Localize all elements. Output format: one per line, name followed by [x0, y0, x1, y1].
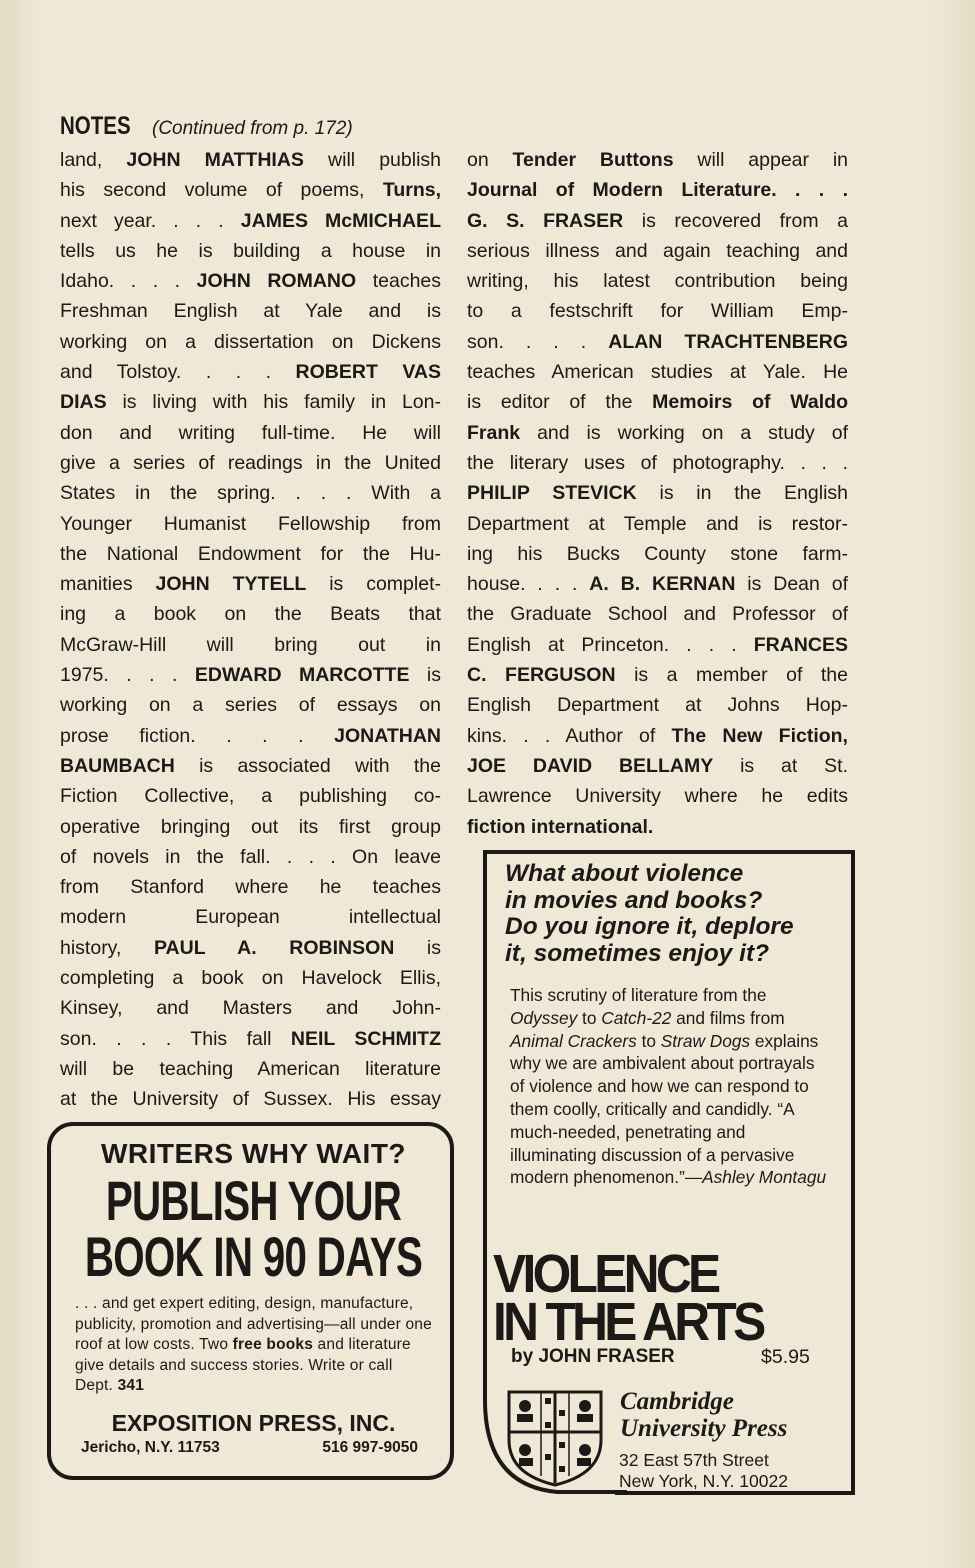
notes-text: English Department at Johns Hop- — [467, 694, 848, 717]
cambridge-crest-icon — [505, 1388, 605, 1488]
notes-text: modern European intellectual — [60, 906, 441, 929]
notes-column-right — [467, 145, 848, 842]
notes-text: kins. . . Author of — [467, 724, 672, 747]
notes-text: from Stanford where he teaches — [60, 876, 441, 899]
notes-text: completing a book on Havelock Ellis, — [60, 967, 441, 990]
notes-name: ROBERT VAS — [295, 361, 441, 384]
notes-line — [467, 812, 848, 842]
notes-line — [60, 993, 441, 1023]
notes-line — [467, 690, 848, 720]
notes-line — [60, 539, 441, 569]
notes-text: English at Princeton. . . . — [467, 633, 754, 656]
notes-name: ALAN TRACHTENBERG — [608, 330, 848, 353]
notes-name: Journal of Modern Literature. . . . — [467, 179, 848, 202]
ad-writers-body — [75, 1294, 432, 1397]
notes-text: on — [467, 149, 513, 171]
notes-line — [467, 206, 848, 236]
notes-text: serious illness and again teaching and — [467, 239, 848, 262]
notes-text: is a member of the — [615, 664, 848, 687]
notes-line — [467, 721, 848, 751]
body-text: and films from — [671, 1007, 785, 1028]
notes-line — [60, 509, 441, 539]
ad-writers-big-line-1: PUBLISH YOUR — [105, 1169, 402, 1232]
body-catch-22: Catch-22 — [601, 1007, 672, 1028]
notes-name: A. B. KERNAN — [589, 573, 736, 596]
ad-violence-price: $5.95 — [761, 1346, 810, 1368]
notes-name: PHILIP STEVICK — [467, 482, 637, 505]
notes-text: don and writing full-time. He will — [60, 421, 441, 444]
notes-text: history, — [60, 936, 154, 959]
notes-line — [60, 660, 441, 690]
notes-name: fiction international. — [467, 815, 654, 838]
notes-name: JOHN ROMANO — [196, 270, 357, 293]
notes-name: JAMES McMICHAEL — [240, 209, 441, 232]
notes-text: the Graduate School and Professor of — [467, 603, 848, 626]
notes-text: 1975. . . . — [60, 664, 195, 687]
body-animal-crackers: Animal Crackers — [510, 1030, 637, 1051]
notes-text: is recovered from a — [623, 209, 848, 232]
notes-text: his second volume of poems, — [60, 179, 383, 202]
notes-line — [467, 266, 848, 296]
body-straw-dogs: Straw Dogs — [660, 1030, 751, 1051]
notes-text: teaches — [356, 270, 441, 293]
notes-text: Kinsey, and Masters and John- — [60, 997, 441, 1020]
notes-text: Fiction Collective, a publishing co- — [60, 785, 441, 808]
notes-text: and Tolstoy. . . . — [60, 361, 296, 384]
notes-line — [60, 872, 441, 902]
notes-text: Freshman English at Yale and is — [60, 300, 441, 323]
notes-name: G. S. FRASER — [467, 209, 624, 232]
ad-writers-address: Jericho, N.Y. 11753 — [81, 1438, 220, 1456]
ad-writers-contact — [75, 1439, 432, 1457]
notes-text: McGraw-Hill will bring out in — [60, 633, 441, 656]
notes-text: and is working on a study of — [520, 421, 848, 444]
notes-text: is — [394, 936, 441, 959]
notes-line — [60, 387, 441, 417]
notes-line — [60, 933, 441, 963]
notes-line — [467, 327, 848, 357]
notes-text: writing, his latest contribution being — [467, 270, 848, 293]
ad-border-right — [851, 850, 855, 1495]
body-text: to — [577, 1007, 602, 1028]
notes-line — [467, 296, 848, 326]
ad-writers-phone: 516 997-9050 — [322, 1438, 418, 1456]
ad-violence-author: by JOHN FRASER — [511, 1346, 675, 1367]
notes-line — [60, 206, 441, 236]
notes-line — [60, 1054, 441, 1084]
notes-text: manities — [60, 573, 156, 596]
notes-name: The New Fiction, — [671, 724, 848, 747]
ad-writers-big-line-2: BOOK IN 90 DAYS — [84, 1225, 423, 1288]
notes-text: tells us he is building a house in — [60, 239, 441, 262]
notes-line — [467, 236, 848, 266]
notes-text: is Dean of — [735, 573, 848, 596]
notes-text: son. . . . This fall — [60, 1027, 291, 1050]
body-text: explains why we are ambivalent about portrayals of violence and how we can respond to them coolly, critically and candidly. “A much-needed, penetrating and illuminating discussion of a pervasive modern phenomenon.”— — [510, 1030, 819, 1188]
notes-text: give a series of readings in the United — [60, 451, 441, 474]
notes-line — [60, 175, 441, 205]
notes-name: BAUMBACH — [60, 754, 175, 777]
ad-border-left — [483, 850, 487, 1245]
notes-title: NOTES — [60, 112, 131, 140]
ad-border-bottom — [615, 1491, 855, 1495]
notes-text: is living with his family in Lon- — [106, 391, 441, 414]
notes-line — [60, 902, 441, 932]
notes-name: PAUL A. ROBINSON — [154, 936, 395, 959]
body-quote-author: Ashley Montagu — [702, 1167, 827, 1188]
notes-line — [60, 145, 441, 175]
headline-line: it, sometimes enjoy it? — [505, 939, 770, 967]
ad-writers-headline: WRITERS WHY WAIT? — [100, 1138, 407, 1169]
notes-line — [467, 751, 848, 781]
notes-text: the National Endowment for the Hu- — [60, 542, 441, 565]
notes-name: DIAS — [60, 391, 107, 414]
notes-line — [467, 418, 848, 448]
notes-text: next year. . . . — [60, 209, 241, 232]
notes-line — [467, 448, 848, 478]
body-odyssey: Odyssey — [510, 1007, 578, 1028]
notes-line — [60, 569, 441, 599]
notes-line — [60, 1084, 441, 1114]
notes-line — [467, 569, 848, 599]
notes-text: is complet- — [306, 573, 441, 596]
notes-line — [60, 296, 441, 326]
ad-writers-body-post: and literature give details and success stories. Write or call Dept. — [75, 1336, 411, 1394]
notes-line — [60, 327, 441, 357]
notes-line — [467, 599, 848, 629]
notes-name: C. FERGUSON — [467, 664, 616, 687]
notes-line — [60, 266, 441, 296]
body-text: This scrutiny of literature from the — [510, 985, 767, 1005]
notes-text: Lawrence University where he edits — [467, 785, 848, 808]
ad-publish-your-book — [47, 1122, 454, 1480]
notes-text: house. . . . — [467, 573, 590, 596]
book-title-line-2: IN THE ARTS — [493, 1292, 763, 1352]
ad-violence-body — [510, 984, 832, 1189]
body-text: to — [636, 1030, 661, 1051]
publisher-line-1: Cambridge — [620, 1388, 734, 1415]
notes-column-left — [60, 145, 441, 1115]
notes-subtitle: (Continued from p. 172) — [152, 118, 353, 139]
notes-line — [60, 721, 441, 751]
ad-writers-press: EXPOSITION PRESS, INC. — [111, 1409, 396, 1436]
headline-line: What about violence — [505, 860, 744, 887]
notes-text: working on a dissertation on Dickens — [60, 330, 441, 353]
ad-border-top — [483, 850, 855, 854]
address-line-2: New York, N.Y. 10022 — [619, 1470, 788, 1491]
notes-name: JOHN TYTELL — [155, 573, 307, 596]
notes-name: Turns, — [382, 179, 441, 202]
notes-line — [60, 448, 441, 478]
notes-line — [60, 963, 441, 993]
notes-line — [60, 630, 441, 660]
notes-name: EDWARD MARCOTTE — [194, 664, 410, 687]
ad-writers-dept: 341 — [117, 1377, 145, 1394]
notes-text: operative bringing out its first group — [60, 815, 441, 838]
notes-name: FRANCES — [753, 633, 848, 656]
notes-line — [467, 630, 848, 660]
ad-violence-publisher — [620, 1388, 787, 1442]
address-line-1: 32 East 57th Street — [619, 1450, 769, 1470]
notes-text: is in the English — [636, 482, 848, 505]
notes-text: Department at Temple and is restor- — [467, 512, 848, 535]
notes-text: will be teaching American literature — [60, 1057, 441, 1080]
notes-name: JONATHAN — [334, 724, 441, 747]
notes-text: the literary uses of photography. . . . — [467, 451, 848, 474]
notes-text: land, — [60, 149, 127, 171]
notes-line — [467, 145, 848, 175]
notes-text: to a festschrift for William Emp- — [467, 300, 848, 323]
ad-writers-body-free: free books — [232, 1336, 314, 1353]
notes-line — [60, 357, 441, 387]
ad-violence-book-title — [493, 1244, 824, 1352]
notes-text: son. . . . — [467, 330, 609, 353]
notes-text: Younger Humanist Fellowship from — [60, 512, 441, 535]
notes-text: of novels in the fall. . . . On leave — [60, 845, 441, 868]
notes-line — [467, 509, 848, 539]
notes-text: is at St. — [713, 754, 848, 777]
notes-name: Tender Buttons — [512, 149, 674, 171]
notes-text: will publish — [303, 149, 441, 171]
ad-violence-in-the-arts — [483, 850, 855, 1495]
headline-line: Do you ignore it, deplore — [505, 913, 794, 940]
notes-name: JOE DAVID BELLAMY — [467, 754, 714, 777]
notes-line — [60, 1024, 441, 1054]
book-title-line-1: VIOLENCE — [493, 1244, 718, 1304]
notes-text: is — [409, 664, 441, 687]
notes-text: prose fiction. . . . — [60, 724, 335, 747]
notes-line — [60, 478, 441, 508]
notes-line — [60, 781, 441, 811]
notes-line — [467, 387, 848, 417]
notes-text: at the University of Sussex. His essay — [60, 1088, 441, 1111]
notes-text: teaches American studies at Yale. He — [467, 361, 848, 384]
notes-name: NEIL SCHMITZ — [290, 1027, 441, 1050]
notes-line — [60, 236, 441, 266]
notes-text: ing his Bucks County stone farm- — [467, 542, 848, 565]
notes-line — [60, 599, 441, 629]
notes-line — [467, 175, 848, 205]
notes-text: will appear in — [673, 149, 848, 171]
notes-line — [467, 357, 848, 387]
notes-line — [467, 660, 848, 690]
notes-header — [60, 112, 353, 144]
notes-line — [467, 478, 848, 508]
publisher-line-2: University Press — [620, 1415, 788, 1442]
notes-text: ing a book on the Beats that — [60, 603, 441, 626]
notes-line — [467, 781, 848, 811]
notes-text: States in the spring. . . . With a — [60, 482, 441, 505]
ad-violence-headline — [505, 861, 845, 967]
notes-line — [467, 539, 848, 569]
notes-name: Memoirs of Waldo — [652, 391, 848, 414]
notes-name: JOHN MATTHIAS — [126, 149, 304, 171]
notes-text: working on a series of essays on — [60, 694, 441, 717]
notes-text: is editor of the — [467, 391, 653, 414]
notes-line — [60, 751, 441, 781]
notes-name: Frank — [467, 421, 521, 444]
notes-line — [60, 812, 441, 842]
notes-text: is associated with the — [174, 754, 441, 777]
notes-text: Idaho. . . . — [60, 270, 197, 293]
notes-line — [60, 690, 441, 720]
notes-line — [60, 842, 441, 872]
headline-line: in movies and books? — [505, 886, 763, 914]
ad-violence-address — [619, 1450, 788, 1491]
ad-writers-body-pre: . . . and get expert editing, design, manufacture, publicity, promotion and advertising—all under one roof at low costs. Two — [75, 1295, 432, 1353]
notes-line — [60, 418, 441, 448]
